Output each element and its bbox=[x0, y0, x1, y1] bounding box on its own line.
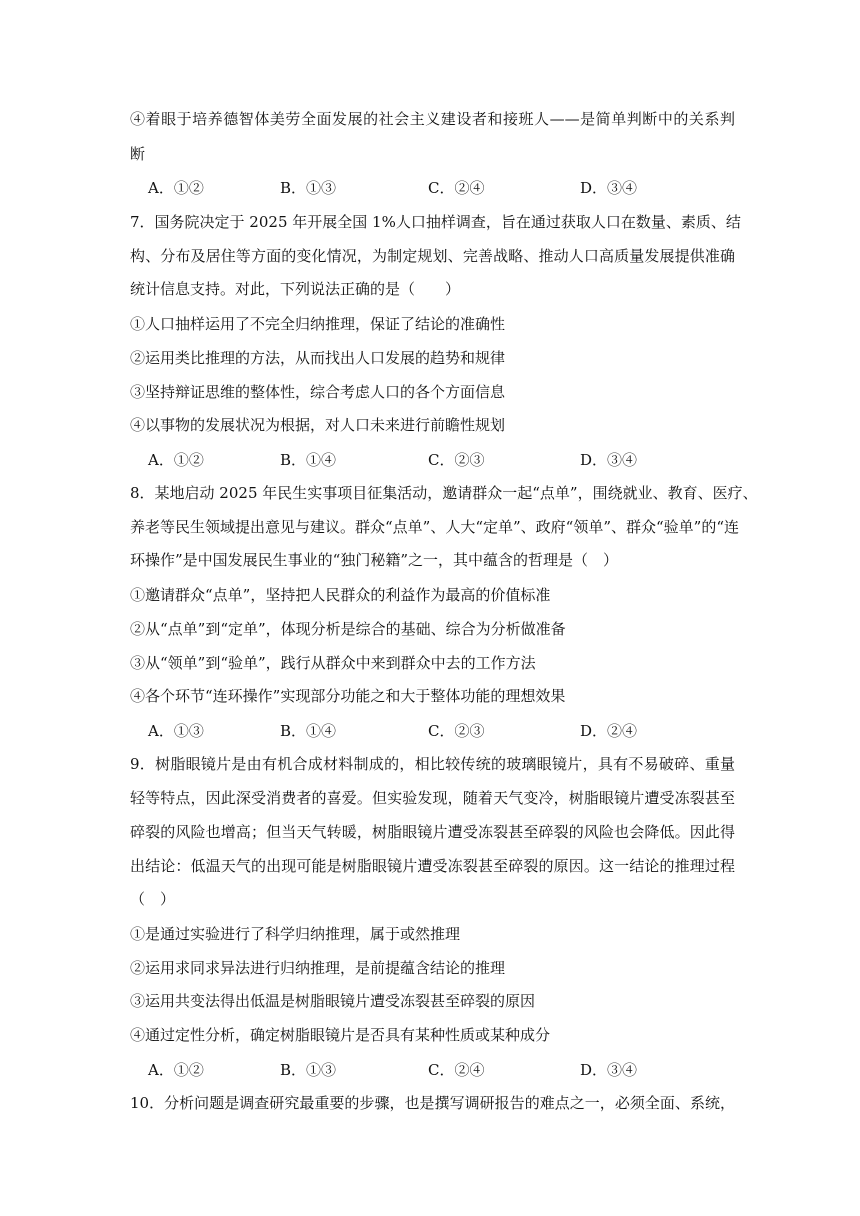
q7-option-2: ②运用类比推理的方法，从而找出人口发展的趋势和规律 bbox=[130, 349, 506, 367]
q7-stem-line1: 7．国务院决定于 2025 年开展全国 1%人口抽样调查，旨在通过获取人口在数量、素质、结 bbox=[130, 213, 741, 231]
q7-choice-d[interactable]: D．③④ bbox=[580, 451, 638, 469]
q7-option-1: ①人口抽样运用了不完全归纳推理，保证了结论的准确性 bbox=[130, 315, 506, 333]
q8-choice-d[interactable]: D．②④ bbox=[580, 722, 638, 740]
q9-stem-line2: 轻等特点，因此深受消费者的喜爱。但实验发现，随着天气变冷，树脂眼镜片遭受冻裂甚至 bbox=[130, 789, 735, 807]
q6-choice-a[interactable]: A．①② bbox=[148, 179, 204, 197]
q8-option-4: ④各个环节“连环操作”实现部分功能之和大于整体功能的理想效果 bbox=[130, 687, 566, 705]
q7-choice-a[interactable]: A．①② bbox=[148, 451, 204, 469]
q7-option-3: ③坚持辩证思维的整体性，综合考虑人口的各个方面信息 bbox=[130, 383, 506, 401]
q9-option-1: ①是通过实验进行了科学归纳推理，属于或然推理 bbox=[130, 925, 461, 943]
q6-choice-b[interactable]: B．①③ bbox=[280, 179, 337, 197]
q7-choice-b[interactable]: B．①④ bbox=[280, 451, 337, 469]
q8-option-3: ③从“领单”到“验单”，践行从群众中来到群众中去的工作方法 bbox=[130, 654, 536, 672]
q9-answer-choices bbox=[148, 1060, 708, 1080]
q7-stem-line2: 构、分布及居住等方面的变化情况，为制定规划、完善战略、推动人口高质量发展提供准确 bbox=[130, 247, 735, 265]
q6-option-4-line2: 断 bbox=[130, 145, 146, 163]
q9-stem-line4: 出结论：低温天气的出现可能是树脂眼镜片遭受冻裂甚至碎裂的原因。这一结论的推理过程 bbox=[130, 857, 735, 875]
q6-choice-c[interactable]: C．②④ bbox=[428, 179, 485, 197]
q10-stem-line1: 10．分析问题是调查研究最重要的步骤，也是撰写调研报告的难点之一，必须全面、系统， bbox=[130, 1094, 735, 1112]
q6-choice-d[interactable]: D．③④ bbox=[580, 179, 638, 197]
q8-choice-b[interactable]: B．①④ bbox=[280, 722, 337, 740]
q8-option-2: ②从“点单”到“定单”，体现分析是综合的基础、综合为分析做准备 bbox=[130, 620, 566, 638]
q8-choice-c[interactable]: C．②③ bbox=[428, 722, 485, 740]
q9-stem-line1: 9．树脂眼镜片是由有机合成材料制成的，相比较传统的玻璃眼镜片，具有不易破碎、重量 bbox=[130, 755, 735, 773]
q9-choice-b[interactable]: B．①③ bbox=[280, 1061, 337, 1079]
q8-option-1: ①邀请群众“点单”，坚持把人民群众的利益作为最高的价值标准 bbox=[130, 586, 551, 604]
q7-choice-c[interactable]: C．②③ bbox=[428, 451, 485, 469]
q7-answer-choices bbox=[148, 450, 708, 470]
q9-choice-a[interactable]: A．①② bbox=[148, 1061, 204, 1079]
q9-option-3: ③运用共变法得出低温是树脂眼镜片遭受冻裂甚至碎裂的原因 bbox=[130, 992, 536, 1010]
q9-option-2: ②运用求同求异法进行归纳推理，是前提蕴含结论的推理 bbox=[130, 959, 506, 977]
q8-stem-line2: 养老等民生领域提出意见与建议。群众“点单”、人大“定单”、政府“领单”、群众“验单”的“连 bbox=[130, 518, 740, 536]
q9-stem-line3: 碎裂的风险也增高；但当天气转暖，树脂眼镜片遭受冻裂甚至碎裂的风险也会降低。因此得 bbox=[130, 823, 735, 841]
q9-choice-d[interactable]: D．③④ bbox=[580, 1061, 638, 1079]
q6-answer-choices bbox=[148, 178, 708, 198]
q7-stem-line3: 统计信息支持。对此，下列说法正确的是（ ） bbox=[130, 280, 461, 298]
q9-stem-line5: （ ） bbox=[130, 890, 176, 908]
q8-stem-line1: 8．某地启动 2025 年民生实事项目征集活动，邀请群众一起“点单”，围绕就业、教育、医疗、 bbox=[130, 484, 758, 502]
q7-option-4: ④以事物的发展状况为根据，对人口未来进行前瞻性规划 bbox=[130, 416, 506, 434]
q9-choice-c[interactable]: C．②④ bbox=[428, 1061, 485, 1079]
q6-option-4-line1: ④着眼于培养德智体美劳全面发展的社会主义建设者和接班人——是简单判断中的关系判 bbox=[130, 110, 735, 128]
q8-choice-a[interactable]: A．①③ bbox=[148, 722, 204, 740]
q8-stem-line3: 环操作”是中国发展民生事业的“独门秘籍”之一，其中蕴含的哲理是（ ） bbox=[130, 551, 619, 569]
q8-answer-choices bbox=[148, 721, 708, 741]
q9-option-4: ④通过定性分析，确定树脂眼镜片是否具有某种性质或某种成分 bbox=[130, 1026, 551, 1044]
